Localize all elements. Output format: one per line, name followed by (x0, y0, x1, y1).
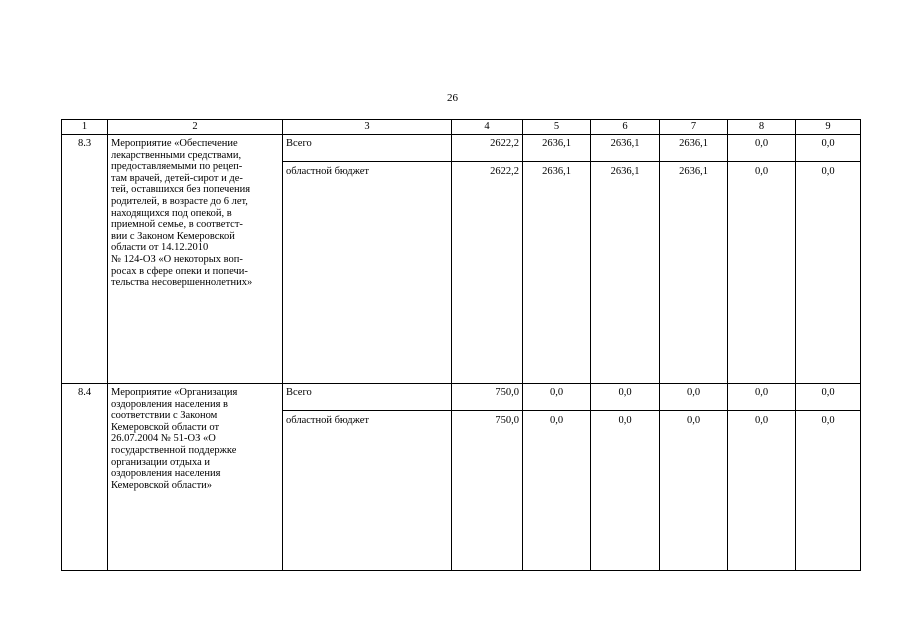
description-line: оздоровления населения в (111, 398, 228, 410)
description-line: предоставляемыми по рецеп- (111, 161, 243, 173)
description-line: соответствии с Законом (111, 410, 218, 422)
description-line: приемной семье, в соответст- (111, 219, 243, 231)
value-cell: 0,0 (728, 411, 796, 571)
column-header: 4 (452, 120, 523, 135)
description-line: 26.07.2004 № 51-ОЗ «О (111, 433, 216, 445)
column-header: 7 (660, 120, 728, 135)
value-cell: 0,0 (523, 384, 591, 411)
value-cell: 2636,1 (523, 135, 591, 162)
value-cell: 0,0 (591, 411, 660, 571)
description-line: области от 14.12.2010 (111, 242, 209, 254)
description-line: государственной поддержке (111, 444, 237, 456)
value-cell: 0,0 (796, 384, 861, 411)
description-line: тей, оставшихся без попечения (111, 184, 251, 196)
table-header-row (62, 120, 861, 135)
description-line: Кемеровской области от (111, 421, 220, 433)
funding-source-label: Всего (283, 135, 452, 162)
description-line: № 124-ОЗ «О некоторых воп- (111, 253, 243, 265)
column-header: 9 (796, 120, 861, 135)
value-cell: 0,0 (591, 384, 660, 411)
description-line: лекарственными средствами, (111, 149, 242, 161)
value-cell: 0,0 (660, 384, 728, 411)
funding-source-label: Всего (283, 384, 452, 411)
description-line: оздоровления населения (111, 468, 221, 480)
funding-source-label: областной бюджет (283, 162, 452, 384)
description-line: вии с Законом Кемеровской (111, 230, 235, 242)
value-cell: 0,0 (796, 135, 861, 162)
value-cell: 0,0 (660, 411, 728, 571)
value-cell: 2636,1 (591, 135, 660, 162)
value-cell: 0,0 (728, 384, 796, 411)
value-cell: 2636,1 (660, 162, 728, 384)
description-line: там врачей, детей-сирот и де- (111, 172, 243, 184)
column-header: 8 (728, 120, 796, 135)
description-line: росах в сфере опеки и попечи- (111, 265, 248, 277)
budget-table (61, 119, 861, 571)
column-header: 6 (591, 120, 660, 135)
value-cell: 2636,1 (591, 162, 660, 384)
value-cell: 2636,1 (660, 135, 728, 162)
value-cell: 0,0 (728, 135, 796, 162)
column-header: 5 (523, 120, 591, 135)
value-cell: 2622,2 (452, 162, 523, 384)
table-row (62, 384, 861, 411)
description-line: организации отдыха и (111, 456, 210, 468)
measure-description (108, 135, 283, 384)
value-cell: 750,0 (452, 384, 523, 411)
column-header: 2 (108, 120, 283, 135)
column-header: 3 (283, 120, 452, 135)
value-cell: 0,0 (523, 411, 591, 571)
value-cell: 2636,1 (523, 162, 591, 384)
value-cell: 2622,2 (452, 135, 523, 162)
value-cell: 750,0 (452, 411, 523, 571)
table-row (62, 135, 861, 162)
description-line: тельства несовершеннолетних» (111, 277, 253, 289)
row-number: 8.4 (62, 384, 108, 571)
description-line: Мероприятие «Обеспечение (111, 138, 238, 149)
description-line: родителей, в возрасте до 6 лет, (111, 195, 248, 207)
description-line: Кемеровской области» (111, 479, 213, 491)
description-line: находящихся под опекой, в (111, 207, 232, 219)
funding-source-label: областной бюджет (283, 411, 452, 571)
description-line: Мероприятие «Организация (111, 387, 238, 398)
page-number: 26 (447, 92, 458, 104)
value-cell: 0,0 (728, 162, 796, 384)
row-number: 8.3 (62, 135, 108, 384)
column-header: 1 (62, 120, 108, 135)
measure-description (108, 384, 283, 571)
value-cell: 0,0 (796, 162, 861, 384)
value-cell: 0,0 (796, 411, 861, 571)
